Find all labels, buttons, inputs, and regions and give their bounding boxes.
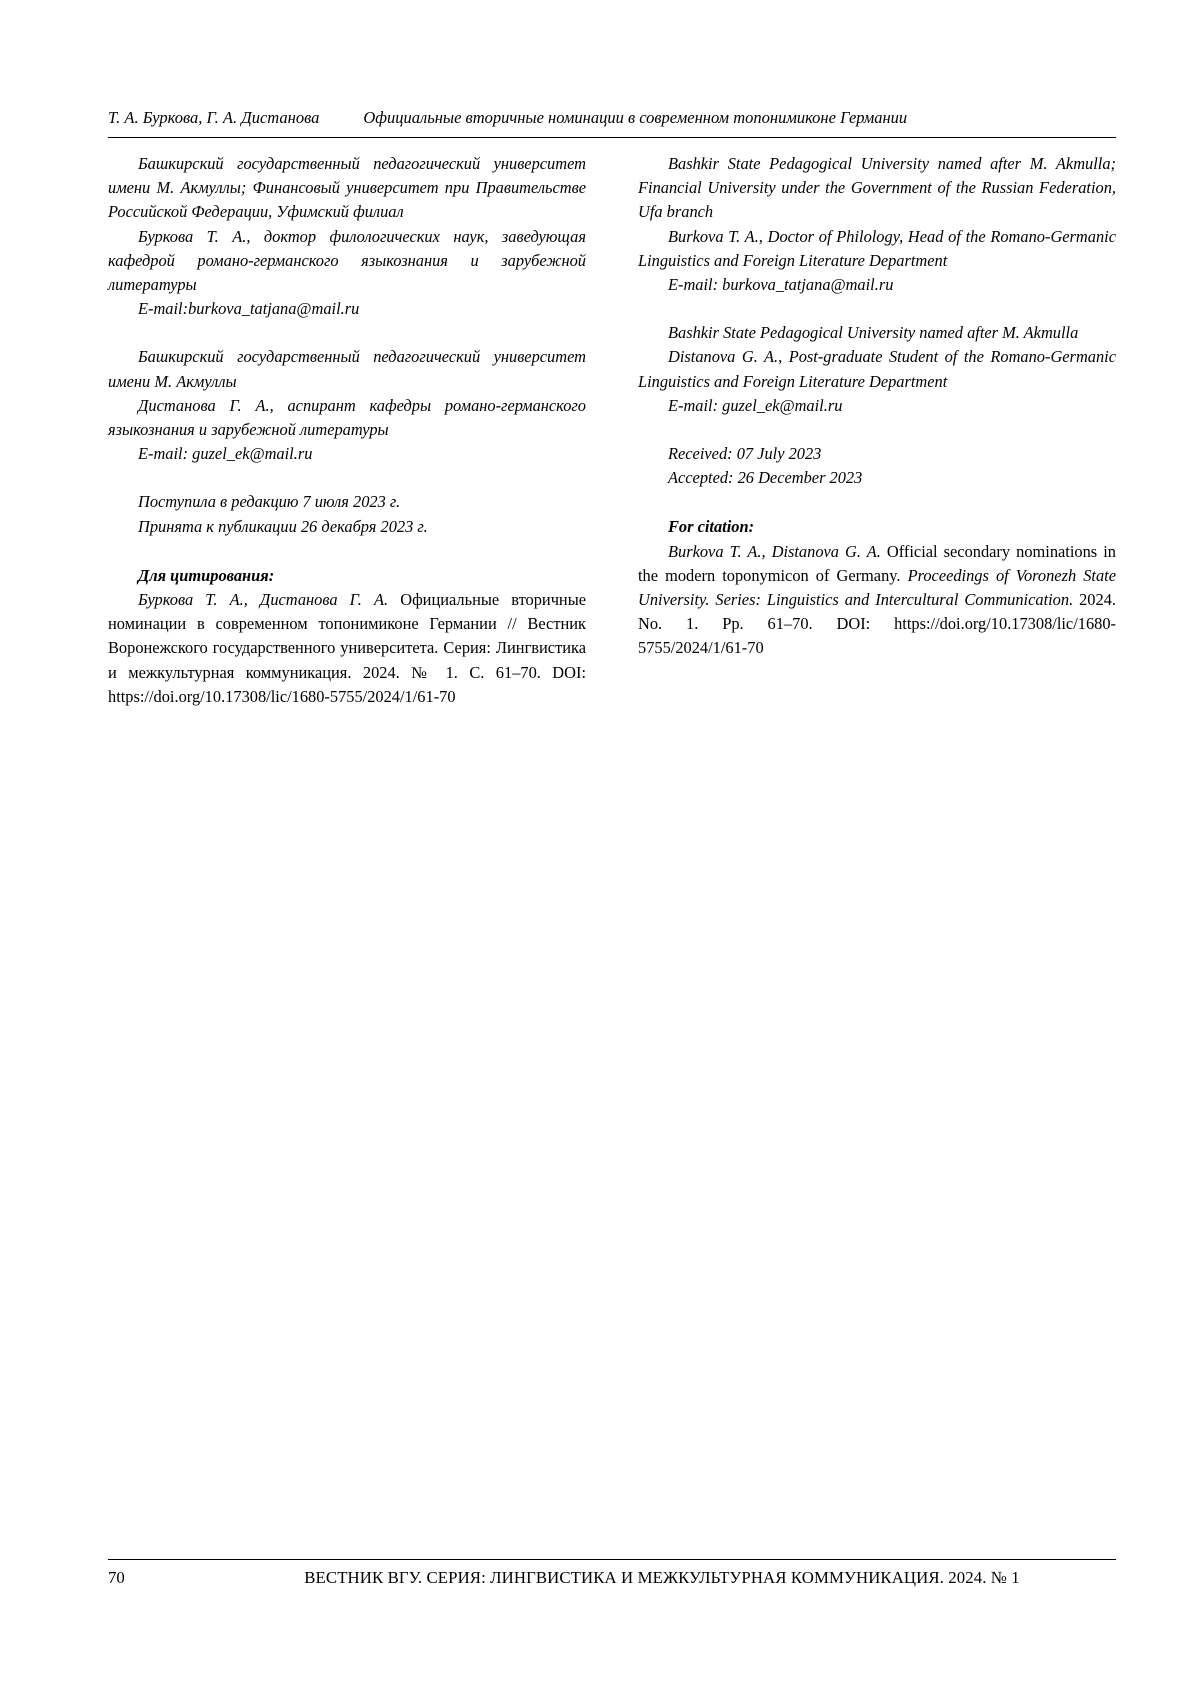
author-en-2-info: Distanova G. A., Post-graduate Student of the Romano-Germanic Linguistics and Foreign Literature Department [638,347,1116,391]
spacer-en-1 [638,297,1116,321]
page-footer [108,1568,1116,1588]
author-ru-2-email: E-mail: guzel_ek@mail.ru [138,444,313,464]
spacer-en-2 [638,418,1116,442]
citation-journal-en: Proceedings of Voronezh State University. Series: Linguistics and Intercultural Communication. [638,565,1116,610]
header-divider [108,137,1116,138]
running-head-title: Официальные вторичные номинации в современном топонимиконе Германии [363,108,908,127]
author-en-1-email: E-mail: burkova_tatjana@mail.ru [668,275,894,295]
affiliation-en-1: Bashkir State Pedagogical University named after M. Akmulla; Financial University under the Government of the Russian Federation, Ufa branch [638,154,1116,222]
spacer-en-3 [638,490,1116,515]
received-date-en: Received: 07 July 2023 [668,444,822,464]
citation-body-ru: Официальные вторичные номинации в современном топонимиконе Германии // Вестник Воронежского государственного университета. Серия: Лингвистика и межкультурная коммуникация. 2024. № 1. С. 61–70. DOI: https://doi.org/10.17308/lic/1680-5755/2024/1/61-70 [108,590,586,706]
author-ru-1-info: Буркова Т. А., доктор филологических наук, заведующая кафедрой романо-германского языкознания и зарубежной литературы [108,226,586,295]
footer-journal-line: ВЕСТНИК ВГУ. СЕРИЯ: ЛИНГВИСТИКА И МЕЖКУЛЬТУРНАЯ КОММУНИКАЦИЯ. 2024. № 1 [304,1568,1020,1587]
author-ru-2-info: Дистанова Г. А., аспирант кафедры романо-германского языкознания и зарубежной литературы [108,395,586,440]
citation-heading-ru: Для цитирования: [138,565,275,585]
citation-authors-ru: Буркова Т. А., Дистанова Г. А. [138,590,389,610]
citation-en [638,540,1116,661]
page-number: 70 [108,1568,125,1587]
received-date-ru: Поступила в редакцию 7 июля 2023 г. [138,492,401,512]
left-column [108,152,586,709]
author-ru-1-email: E-mail:burkova_tatjana@mail.ru [138,299,360,319]
spacer-ru-3 [108,539,586,564]
citation-body-en-1: Official secondary nominations in the modern toponymicon of Germany. [638,541,1116,585]
right-column [638,152,1116,709]
affiliation-en-2: Bashkir State Pedagogical University named after M. Akmulla [668,323,1079,343]
citation-ru [108,588,586,709]
affiliation-ru-1: Башкирский государственный педагогический университет имени М. Акмуллы; Финансовый университет при Правительстве Российской Федерации, Уфимский филиал [108,154,586,222]
running-head-authors: Т. А. Буркова, Г. А. Дистанова [108,108,320,127]
accepted-date-en: Accepted: 26 December 2023 [668,468,863,488]
author-en-1-info: Burkova T. A., Doctor of Philology, Head of the Romano-Germanic Linguistics and Foreign Literature Department [638,226,1116,270]
citation-heading-en: For citation: [668,517,755,537]
spacer-ru-1 [108,321,586,345]
body-columns [108,152,1116,709]
spacer-ru-2 [108,466,586,490]
running-head [108,108,1116,128]
footer-divider [108,1559,1116,1560]
affiliation-ru-2: Башкирский государственный педагогический университет имени М. Акмуллы [108,347,586,391]
citation-body-en-2: 2024. No. 1. Pp. 61–70. DOI: https://doi.org/10.17308/lic/1680-5755/2024/1/61-70 [638,590,1116,658]
author-en-2-email: E-mail: guzel_ek@mail.ru [668,395,843,415]
accepted-date-ru: Принята к публикации 26 декабря 2023 г. [138,516,428,536]
citation-authors-en: Burkova T. A., Distanova G. A. [668,541,881,561]
